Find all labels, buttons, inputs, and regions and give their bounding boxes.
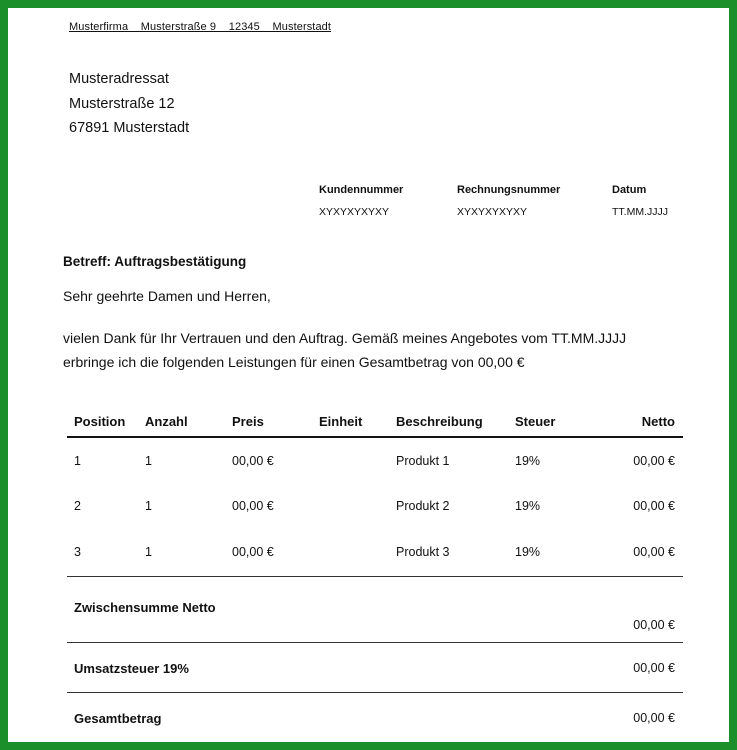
row-preis: 00,00 €	[232, 499, 274, 513]
table-row	[63, 545, 683, 565]
body-line-1: vielen Dank für Ihr Vertrauen und den Auftrag. Gemäß meines Angebotes vom TT.MM.JJJJ	[63, 330, 627, 346]
total-label: Gesamtbetrag	[74, 711, 162, 726]
subtotal-divider	[67, 642, 683, 643]
row-position: 3	[74, 545, 81, 559]
date-value: TT.MM.JJJJ	[612, 206, 668, 218]
table-row	[63, 499, 683, 519]
row-steuer: 19%	[515, 454, 541, 468]
row-netto: 00,00 €	[633, 499, 675, 513]
invoice-document	[8, 8, 729, 742]
header-position: Position	[74, 414, 126, 429]
header-steuer: Steuer	[515, 414, 556, 429]
customer-number-label: Kundennummer	[319, 184, 404, 196]
header-netto: Netto	[641, 414, 675, 429]
row-preis: 00,00 €	[232, 454, 274, 468]
recipient-city: 67891 Musterstadt	[69, 120, 190, 136]
header-einheit: Einheit	[319, 414, 363, 429]
body-text	[63, 326, 703, 374]
row-beschreibung: Produkt 3	[396, 545, 450, 559]
recipient-address	[69, 67, 189, 141]
header-beschreibung: Beschreibung	[396, 414, 483, 429]
subtotal-row	[63, 600, 683, 634]
vat-row	[63, 661, 683, 681]
row-beschreibung: Produkt 2	[396, 499, 450, 513]
row-netto: 00,00 €	[633, 545, 675, 559]
row-steuer: 19%	[515, 499, 541, 513]
date-label: Datum	[612, 184, 647, 196]
row-beschreibung: Produkt 1	[396, 454, 450, 468]
rows-divider	[67, 576, 683, 577]
recipient-street: Musterstraße 12	[69, 95, 175, 112]
table-header-row	[63, 414, 683, 434]
row-position: 1	[74, 454, 81, 468]
table-row	[63, 454, 683, 474]
body-line-2: erbringe ich die folgenden Leistungen für einen Gesamtbetrag von 00,00 €	[63, 354, 525, 370]
row-anzahl: 1	[145, 545, 152, 559]
row-preis: 00,00 €	[232, 545, 274, 559]
subject-line: Betreff: Auftragsbestätigung	[63, 254, 247, 269]
vat-value: 00,00 €	[633, 661, 675, 675]
row-netto: 00,00 €	[633, 454, 675, 468]
row-anzahl: 1	[145, 499, 152, 513]
date-block	[612, 184, 668, 218]
invoice-number-label: Rechnungsnummer	[457, 184, 561, 196]
row-steuer: 19%	[515, 545, 541, 559]
total-value: 00,00 €	[633, 711, 675, 725]
salutation: Sehr geehrte Damen und Herren,	[63, 288, 271, 304]
header-anzahl: Anzahl	[145, 414, 188, 429]
row-anzahl: 1	[145, 454, 152, 468]
vat-label: Umsatzsteuer 19%	[74, 661, 189, 676]
invoice-number-value: XYXYXYXYXY	[457, 206, 528, 218]
total-row	[63, 711, 683, 731]
header-preis: Preis	[232, 414, 264, 429]
invoice-number-block	[457, 184, 560, 218]
vat-divider	[67, 692, 683, 693]
row-position: 2	[74, 499, 81, 513]
recipient-name: Musteradressat	[69, 71, 169, 87]
customer-number-block	[319, 184, 403, 218]
header-divider	[67, 436, 683, 438]
customer-number-value: XYXYXYXYXY	[319, 206, 390, 218]
sender-line: Musterfirma Musterstraße 9 12345 Musterstadt	[69, 21, 332, 33]
subtotal-value: 00,00 €	[633, 618, 675, 632]
subtotal-label: Zwischensumme Netto	[74, 600, 216, 615]
